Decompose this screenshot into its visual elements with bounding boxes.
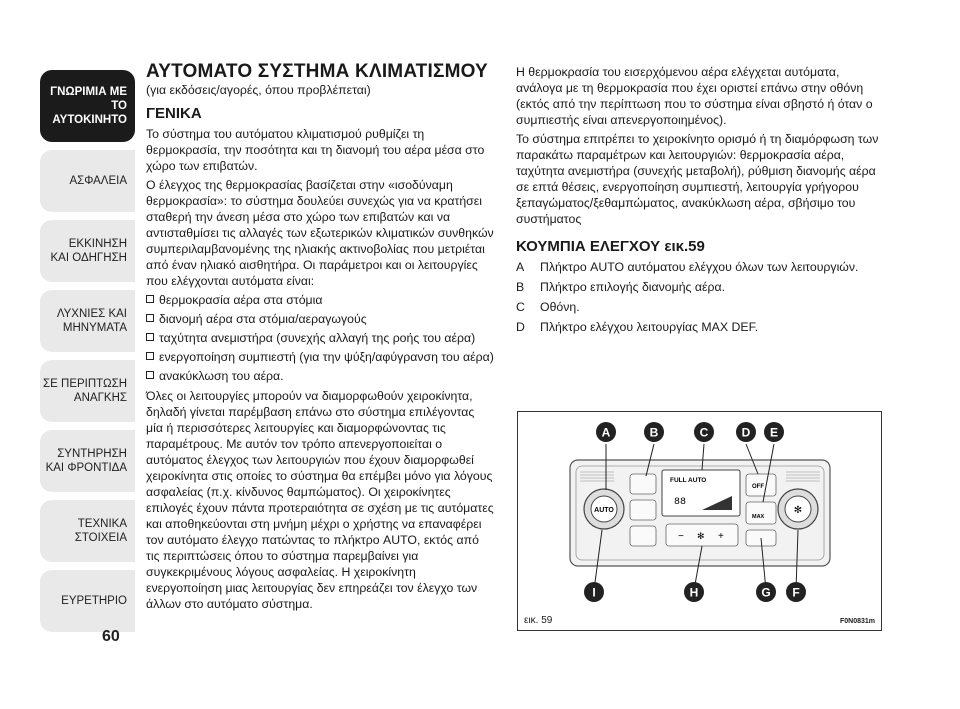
tab-label: ΣΕ ΠΕΡΙΠΤΩΣΗ ΑΝΑΓΚΗΣ	[43, 378, 127, 404]
legend-item: A Πλήκτρο AUTO αυτόματου ελέγχου όλων των λειτουργιών.	[516, 260, 859, 274]
off-label: OFF	[752, 484, 764, 490]
tab-starting-driving[interactable]	[40, 220, 135, 282]
tab-safety[interactable]	[40, 150, 135, 212]
tab-label: ΤΕΧΝΙΚΑ ΣΤΟΙΧΕΙΑ	[74, 518, 127, 544]
tab-emergency[interactable]	[40, 360, 135, 422]
paragraph: Όλες οι λειτουργίες μπορούν να διαμορφωθούν χειροκίνητα, δηλαδή γίνεται παρέμβαση επάνω στο σύστημα επιλέγοντας μία ή περισσότερες λειτουργίες και διαμορφώνοντας τις παραμέτρους. Με αυτόν τον τρόπο απενεργοποιείται ο αυτόματος έλεγχος των λειτουργιών που έχουν διαμορφωθεί χειροκίνητα στις οποίες το σύστημα θα επέμβει μόνο για λόγους ασφαλείας (π.χ. κίνδυνος θαμπώματος). Οι χειροκίνητες επιλογές έχουν πάντα προτεραιότητα σε σχέση με τις αυτόματες και αποθηκεύονται στη μνήμη μέχρι ο χρήστης να επαναφέρει τον αυτόματο έλεγχο πατώντας το πλήκτρο AUTO, εκτός από τις περιπτώσεις όπου το σύστημα παρεμβαίνει για συγκεκριμένους λόγους ασφαλείας. Η χειροκίνητη ενεργοποίηση μιας λειτουργίας δεν επηρεάζει τον έλεγχο των άλλων στο αυτόματο σύστημα.	[146, 389, 494, 611]
max-label: MAX	[752, 514, 765, 520]
checkbox-bullet-icon	[146, 352, 154, 360]
chapter-tabs	[40, 70, 135, 640]
buttons-heading: ΚΟΥΜΠΙΑ ΕΛΕΓΧΟΥ εικ.59	[516, 238, 705, 255]
bullet-item: ταχύτητα ανεμιστήρα (συνεχής αλλαγή της ροής του αέρα)	[146, 330, 494, 346]
legend-item: B Πλήκτρο επιλογής διανομής αέρα.	[516, 280, 726, 294]
bullet-item: θερμοκρασία αέρα στα στόμια	[146, 292, 494, 308]
figure-code: F0N0831m	[839, 618, 875, 625]
callout-a: A	[601, 425, 611, 440]
tab-label: ΕΚΚΙΝΗΣΗ ΚΑΙ ΟΔΗΓΗΣΗ	[50, 238, 127, 264]
paragraph: Το σύστημα του αυτόματου κλιματισμού ρυθμίζει τη θερμοκρασία, την ποσότητα και τη διανομή του αέρα μέσα στο χώρο των επιβατών.	[146, 127, 485, 173]
callout-e: E	[769, 425, 779, 440]
tab-label: ΛΥΧΝΙΕΣ ΚΑΙ ΜΗΝΥΜΑΤΑ	[56, 308, 127, 334]
tab-label: ΣΥΝΤΗΡΗΣΗ ΚΑΙ ΦΡΟΝΤΙΔΑ	[45, 448, 127, 474]
legend-item: D Πλήκτρο ελέγχου λειτουργίας MAX DEF.	[516, 320, 759, 334]
checkbox-bullet-icon	[146, 295, 154, 303]
callout-g: G	[761, 585, 771, 600]
auto-knob-label: AUTO	[594, 507, 614, 514]
bullet-item: ενεργοποίηση συμπιεστή (για την ψύξη/αφύγρανση του αέρα)	[146, 349, 494, 365]
tab-label: ΑΣΦΑΛΕΙΑ	[69, 175, 127, 187]
legend-list	[516, 259, 886, 335]
callout-i: I	[592, 585, 596, 600]
bullet-item: διανομή αέρα στα στόμια/αεραγωγούς	[146, 311, 494, 327]
paragraph: Το σύστημα επιτρέπει το χειροκίνητο ορισμό ή τη διαμόρφωση των παρακάτω παραμέτρων και λειτουργιών: θερμοκρασία αέρα, ταχύτητα ανεμιστήρα (συνεχής μεταβολή), ρύθμιση διανομής αέρα σε επτά θέσεις, ενεργοποίηση συμπιεστή, λειτουργία γρήγορου ξεπαγώματος/ξεθαμπώματος, ανακύκλωση αέρα, σβήσιμο του συστήματος	[516, 132, 879, 226]
bullet-item: ανακύκλωση του αέρα.	[146, 368, 494, 384]
callout-h: H	[689, 585, 699, 600]
tab-label: ΕΥΡΕΤΗΡΙΟ	[61, 595, 127, 607]
tab-label: ΓΝΩΡΙΜΙΑ ΜΕ ΤΟ ΑΥΤΟΚΙΝΗΤΟ	[50, 86, 127, 126]
page-number: 60	[102, 628, 120, 645]
svg-text:−: −	[678, 531, 684, 542]
max-def-button[interactable]	[746, 502, 776, 524]
callout-f: F	[792, 585, 800, 600]
svg-text:✻: ✻	[697, 532, 705, 542]
callout-c: C	[699, 425, 709, 440]
paragraph: Η θερμοκρασία του εισερχόμενου αέρα ελέγχεται αυτόματα, ανάλογα με τη θερμοκρασία που έχει οριστεί επάνω στην οθόνη (εκτός από την περίπτωση που το σύστημα είναι σβηστό ή όταν ο συμπιεστής είναι απενεργοποιημένος).	[516, 65, 873, 127]
checkbox-bullet-icon	[146, 333, 154, 341]
general-heading: ΓΕΝΙΚΑ	[146, 105, 202, 122]
tab-index[interactable]	[40, 570, 135, 632]
bullet-list	[146, 292, 494, 384]
right-column	[516, 64, 886, 339]
tab-getting-to-know-car[interactable]	[40, 70, 135, 142]
tab-warning-lights[interactable]	[40, 290, 135, 352]
svg-text:+: +	[718, 531, 724, 542]
svg-text:✻: ✻	[793, 505, 803, 516]
display-full-auto: FULL AUTO	[670, 477, 707, 484]
tab-maintenance[interactable]	[40, 430, 135, 492]
left-column	[146, 61, 494, 615]
legend-item: C Οθόνη.	[516, 300, 580, 314]
tab-technical-data[interactable]	[40, 500, 135, 562]
display-temp: 88	[674, 497, 687, 508]
checkbox-bullet-icon	[146, 371, 154, 379]
page-subtitle: (για εκδόσεις/αγορές, όπου προβλέπεται)	[146, 83, 371, 97]
callout-b: B	[649, 425, 659, 440]
checkbox-bullet-icon	[146, 314, 154, 322]
paragraph: Ο έλεγχος της θερμοκρασίας βασίζεται στην «ισοδύναμη θερμοκρασία»: το σύστημα δουλεύει συνεχώς για να κρατήσει σταθερή την άνεση μέσα στο χώρο των επιβατών και να αντισταθμίσει τις αλλαγές των εξωτερικών κλιματικών συνθηκών συμπεριλαμβανομένης της ηλιακής ακτινοβολίας που μετριέται από έναν ηλιακό αισθητήρα. Οι παράμετροι και οι λειτουργίες που ελέγχονται αυτόματα είναι:	[146, 178, 494, 288]
climate-control-figure	[517, 411, 882, 631]
figure-caption: εικ. 59	[524, 615, 553, 626]
callout-d: D	[741, 425, 751, 440]
page-title: ΑΥΤΟΜΑΤΟ ΣΥΣΤΗΜΑ ΚΛΙΜΑΤΙΣΜΟΥ	[146, 61, 488, 82]
climate-panel-illustration	[518, 412, 881, 630]
